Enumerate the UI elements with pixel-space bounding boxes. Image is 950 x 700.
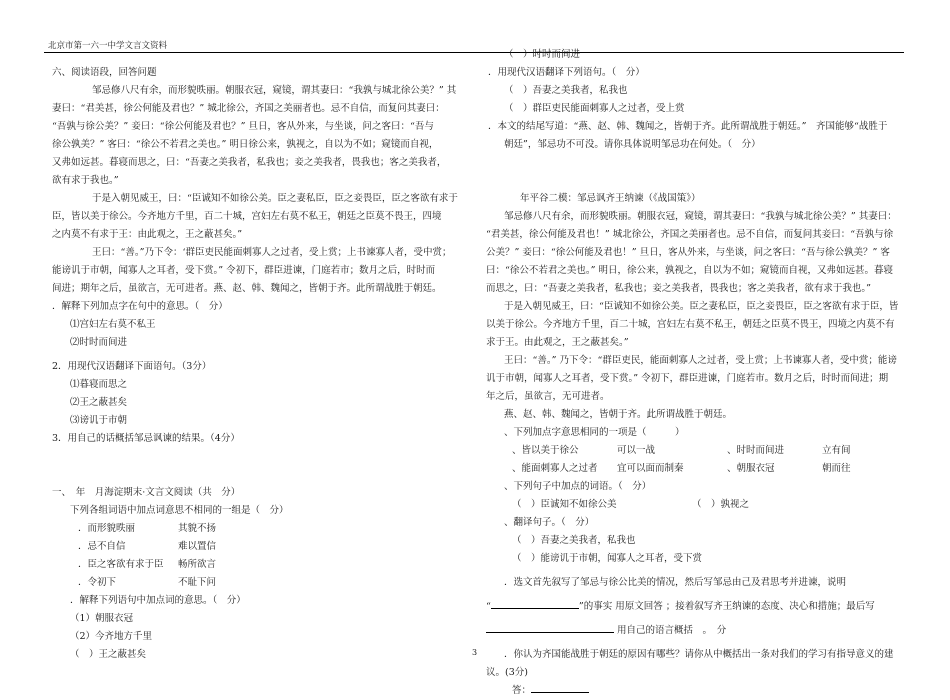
- question-1: ．解释下列加点字在句中的意思。（ 分）: [52, 301, 228, 312]
- right-column: [486, 46, 906, 700]
- option-b-compare: 难以置信: [178, 541, 217, 552]
- option-c: ．臣之客欲有求于臣: [78, 559, 164, 570]
- structure-line-3: 用自己的语言概括 。 分: [617, 625, 727, 636]
- choice-c-compare: 宜可以面而制秦: [617, 463, 684, 474]
- question-item: （ ）能谤讥于市朝，闻寡人之耳者，受下赏: [512, 553, 703, 564]
- section-2-title: 一、 年 月海淀期末·文言文阅读（共 分）: [52, 487, 241, 498]
- section-2-question-1: 下列各组词语中加点词意思不相同的一组是（ 分）: [70, 505, 289, 516]
- option-d: ．令初下: [78, 577, 117, 588]
- passage-line: 求于王。由此观之，王之蔽甚矣。”: [486, 337, 629, 348]
- structure-question: ．选文首先叙写了邹忌与徐公比美的情况，然后写邹忌由己及君思考并进谏，说明: [504, 577, 847, 588]
- structure-line-2: ”的事实 用原文回答 ；接着叙写齐王纳谏的态度、决心和措施；最后写: [578, 601, 875, 612]
- function-item-2: （ ）孰视之: [692, 499, 750, 510]
- passage-line: 而思之，曰：“吾妻之美我者，私我也；妾之美我者，畏我也；客之美我者，欲有求于我也。”: [486, 283, 871, 294]
- same-meaning-question: 、下列加点字意思相同的一项是（ ）: [504, 427, 685, 438]
- passage-line: 王曰：“善。”乃下令：‘群臣吏民能面刺寡人之过者，受上赏；上书谏寡人者，受中赏；: [92, 247, 452, 258]
- essay-question: ．本文的结尾写道：“燕、赵、韩、魏闻之，皆朝于齐。此所谓战胜于朝廷。” 齐国能够“战胜于: [488, 121, 888, 132]
- option-b: ．忌不自信: [78, 541, 126, 552]
- page-number: 3: [472, 648, 478, 657]
- passage-line: 王曰：“善。” 乃下令：“群臣吏民，能面刺寡人之过者，受上赏；上书谏寡人者，受中赏；能谤: [504, 355, 897, 366]
- passage-line: “吾孰与徐公美？” 妾曰：“徐公何能及君也？” 旦日，客从外来，与坐谈，问之客曰：“吾与: [52, 121, 434, 132]
- choice-d: 、朝服衣冠: [727, 463, 775, 474]
- passage-line: 公美？” 妾曰：“徐公何能及君也！” 旦日，客从外来，与坐谈，问之客曰：“吾与徐公孰美？” 客: [486, 247, 890, 258]
- passage-line: 又弗如远甚。暮寝而思之，曰：“吾妻之美我者，私我也；妾之美我者，畏我也；客之美我者，: [52, 157, 447, 168]
- question-item: ⑶谤讥于市朝: [70, 415, 128, 426]
- question-2: 2．用现代汉语翻译下面语句。（3分）: [52, 361, 212, 372]
- option-a-compare: 其貌不扬: [178, 523, 217, 534]
- choice-b-compare: 立有间: [822, 445, 851, 456]
- translate-question-2: 、翻译句子。（ 分）: [504, 517, 595, 528]
- passage-line: 欲有求于我也。”: [52, 175, 119, 186]
- question-item: ⑵王之蔽甚矣: [70, 397, 128, 408]
- quote-open: “: [486, 601, 491, 612]
- passage-line: 讥于市朝，闻寡人之耳者，受下赏。” 令初下，群臣进谏，门庭若市。数月之后，时时而间进；期: [486, 373, 889, 384]
- answer-blank-2[interactable]: [486, 622, 614, 633]
- section-2-question-2: ．解释下列语句中加点词的意思。（ 分）: [70, 595, 246, 606]
- question-item: （ ）吾妻之美我者，私我也: [512, 535, 636, 546]
- passage-line: 曰：“徐公不若君之美也。” 明日，徐公来，孰视之，自以为不如；窥镜而自视，又弗如远甚。暮寝: [486, 265, 893, 276]
- answer-label: 答：: [512, 685, 532, 696]
- passage-line: 邹忌修八尺有余，而形貌昳丽。朝服衣冠，窥镜，谓其妻曰：“我孰与城北徐公美？” 其妻曰：: [504, 211, 897, 222]
- question-item: ⑵时时而间进: [70, 337, 128, 348]
- question-3: 3．用自己的话概括邹忌讽谏的结果。（4分）: [52, 433, 240, 444]
- question-item: ⑴暮寝而思之: [70, 379, 128, 390]
- passage-line: 年之后，虽欲言，无可进者。: [486, 391, 610, 402]
- passage-line: “君美甚，徐公何能及君也！” 城北徐公，齐国之美丽者也。忌不自信，而复问其妾曰：“吾孰与徐: [486, 229, 894, 240]
- passage-line: 能谤讥于市朝，闻寡人之耳者，受下赏。” 令初下，群臣进谏，门庭若市；数月之后，时时而: [52, 265, 436, 276]
- choice-a: 、皆以美于徐公: [512, 445, 579, 456]
- question-item: （ ）吾妻之美我者，私我也: [504, 85, 628, 96]
- passage-line: 以美于徐公。今齐地方千里，百二十城，宫妇左右莫不私王，朝廷之臣莫不畏王，四境之内莫不有: [486, 319, 895, 330]
- passage-line: 于是入朝见威王，曰：“臣诚知不如徐公美。臣之妻私臣，臣之妾畏臣，臣之客欲有求于臣，皆: [504, 301, 899, 312]
- question-item: （1）朝服衣冠: [70, 613, 134, 624]
- choice-a-compare: 可以一战: [617, 445, 656, 456]
- reason-question-cont: 议。(3分): [486, 667, 528, 678]
- question-item: （ ）群臣吏民能面刺寡人之过者，受上赏: [504, 103, 685, 114]
- option-c-compare: 畅所欲言: [178, 559, 217, 570]
- left-column: [52, 64, 472, 664]
- passage-line: 燕、赵、韩、魏闻之，皆朝于齐。此所谓战胜于朝廷。: [504, 409, 733, 420]
- section-3-title: 年平谷二模：邹忌讽齐王纳谏（《战国策》）: [520, 193, 701, 204]
- passage-line: 臣，皆以美于徐公。今齐地方千里，百二十城，宫妇左右莫不私王，朝廷之臣莫不畏王，四境: [52, 211, 442, 222]
- passage-line: 徐公孰美？” 客曰：“徐公不若君之美也。” 明日徐公来，孰视之，自以为不如；窥镜而自视，: [52, 139, 439, 150]
- question-item: ⑴宫妇左右莫不私王: [70, 319, 156, 330]
- section-title: 六、阅读语段，回答问题: [52, 67, 157, 78]
- passage-line: 妻曰：“君美甚，徐公何能及君也？” 城北徐公，齐国之美丽者也。忌不自信，而复问其妻曰：: [52, 103, 445, 114]
- essay-question-cont: 朝廷”，邹忌功不可没。请你具体说明邹忌功在何处。（ 分）: [504, 139, 761, 150]
- question-item: （ ）时时而间进: [504, 49, 581, 60]
- answer-blank-1[interactable]: [491, 598, 579, 609]
- document-header: 北京市第一六一中学文言文资料: [48, 41, 168, 51]
- passage-line: 间进；期年之后，虽欲言，无可进者。燕、赵、韩、魏闻之，皆朝于齐。此所谓战胜于朝廷。: [52, 283, 442, 294]
- passage-line: 之内莫不有求于王：由此观之，王之蔽甚矣。”: [52, 229, 243, 240]
- question-item: （2）今齐地方千里: [70, 631, 153, 642]
- reason-question: ．你认为齐国能战胜于朝廷的原因有哪些？请你从中概括出一条对我们的学习有指导意义的建: [504, 649, 894, 660]
- passage-line: 于是入朝见威王，曰：“臣诚知不如徐公美。臣之妻私臣，臣之妾畏臣，臣之客欲有求于: [92, 193, 458, 204]
- choice-b: 、时时而间进: [727, 445, 785, 456]
- option-d-compare: 不耻下问: [178, 577, 217, 588]
- choice-c: 、能面刺寡人之过者: [512, 463, 598, 474]
- passage-line: 邹忌修八尺有余，而形貌昳丽。朝服衣冠，窥镜，谓其妻曰：“我孰与城北徐公美？” 其: [92, 85, 457, 96]
- function-item-1: （ ）臣诚知不如徐公美: [512, 499, 617, 510]
- answer-blank-3[interactable]: [531, 682, 589, 693]
- question-item: （ ）王之蔽甚矣: [70, 649, 147, 660]
- choice-d-compare: 朝而往: [822, 463, 851, 474]
- option-a: ．而形貌昳丽: [78, 523, 136, 534]
- function-word-question: 、下列句子中加点的词语。（ 分）: [504, 481, 652, 492]
- translate-question: ．用现代汉语翻译下列语句。（ 分）: [488, 67, 645, 78]
